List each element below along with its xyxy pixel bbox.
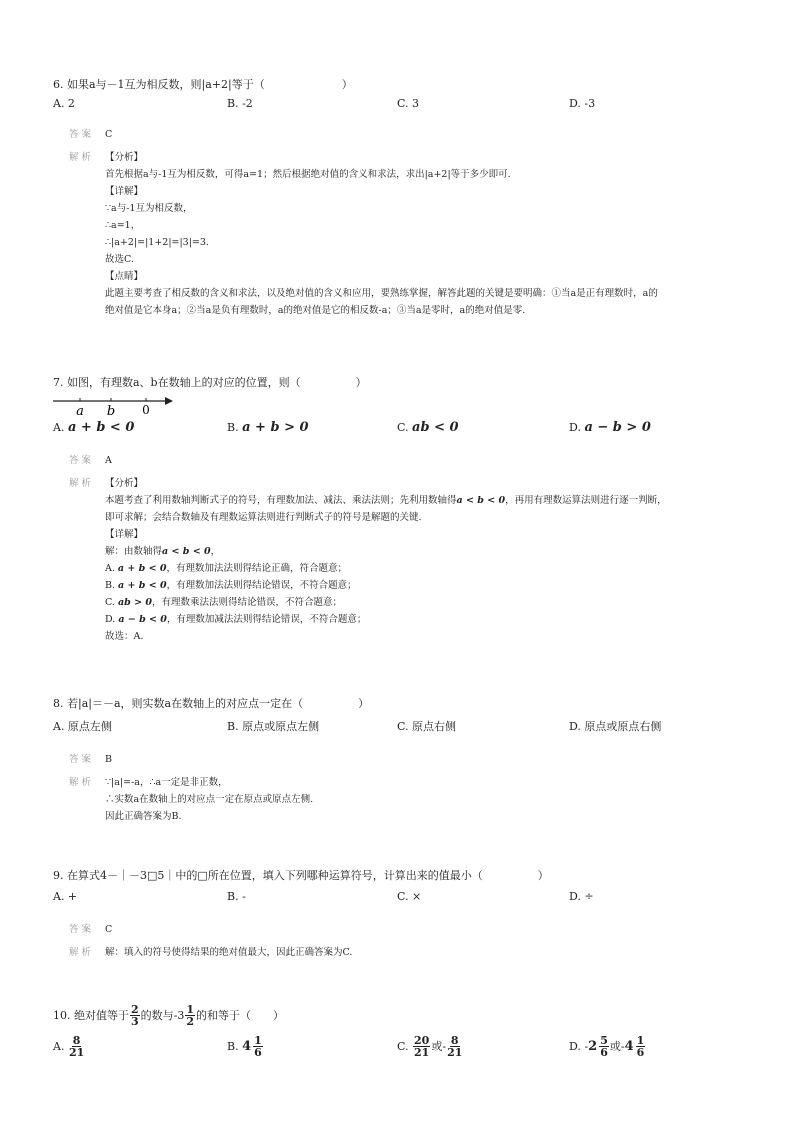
fraction: $\frac{2}{3}$ xyxy=(131,1002,139,1028)
number-line xyxy=(53,393,173,421)
option-d: D. a − b > 0 xyxy=(569,420,651,435)
analysis-line: 【点睛】 xyxy=(105,271,144,282)
mixed-number: 4 $\frac{1}{6}$ xyxy=(242,1033,262,1059)
answer-value: C xyxy=(105,129,113,140)
option-a: A. 2 xyxy=(53,97,75,110)
option-b: B. 4 $\frac{1}{6}$ xyxy=(227,1033,262,1059)
analysis-line: B. a + b < 0，有理数加法法则得结论错误，不符合题意； xyxy=(105,580,357,591)
question-stem: 8. 若|a|＝－a，则实数a在数轴上的对应点一定在（ ） xyxy=(53,697,370,710)
analysis-block xyxy=(69,774,743,825)
analysis-line: 即可求解；会结合数轴及有理数运算法则进行判断式子的符号是解题的关键. xyxy=(105,512,422,523)
analysis-line: 因此正确答案为B. xyxy=(105,811,182,822)
analysis-block xyxy=(69,475,743,645)
answer-row xyxy=(69,751,743,768)
option-c: C. × xyxy=(397,890,422,903)
analysis-body xyxy=(105,774,743,825)
analysis-line: 【分析】 xyxy=(105,152,144,163)
question-8 xyxy=(53,695,743,825)
answer-value: A xyxy=(105,455,112,466)
analysis-tag: 解析 xyxy=(69,152,95,163)
analysis-tag: 解析 xyxy=(69,947,95,958)
mixed-number: 4 $\frac{1}{6}$ xyxy=(624,1033,645,1059)
options-row xyxy=(53,94,743,114)
analysis-line: ∴实数a在数轴上的对应点一定在原点或原点左侧. xyxy=(105,794,314,805)
answer-row xyxy=(69,452,743,469)
analysis-line: ∴|a+2|=|1+2|=|3|=3. xyxy=(105,237,209,248)
analysis-body xyxy=(105,149,743,319)
arrow-right-icon xyxy=(165,397,173,405)
answer-value: C xyxy=(105,924,113,935)
analysis-line: 此题主要考查了相反数的含义和求法，以及绝对值的含义和应用，要熟练掌握，解答此题的关键是要明确：①当a是正有理数时，a的 xyxy=(105,288,658,299)
option-a: A. 原点左侧 xyxy=(53,720,112,733)
question-stem: 7. 如图，有理数a、b在数轴上的对应的位置，则（ ） xyxy=(53,376,367,389)
analysis-line: A. a + b < 0，有理数加法法则得结论正确，符合题意； xyxy=(105,563,347,574)
question-stem: 10. 绝对值等于 $\frac{2}{3}$ 的数与-3 $\frac{1}{2}$ 的和等于（ ） xyxy=(53,1002,285,1028)
option-b: B. -2 xyxy=(227,97,253,110)
option-a: A. + xyxy=(53,890,78,903)
options-row xyxy=(53,887,743,907)
option-d: D. -3 xyxy=(569,97,596,110)
question-10 xyxy=(53,1000,743,1062)
analysis-tag: 解析 xyxy=(69,478,95,489)
label-b: b xyxy=(106,404,116,419)
option-a: A. a + b < 0 xyxy=(53,420,135,435)
fraction: $\frac{1}{2}$ xyxy=(186,1002,195,1028)
option-c: C. 3 xyxy=(397,97,420,110)
question-stem: 6. 如果a与－1互为相反数，则|a+2|等于（ ） xyxy=(53,78,353,91)
mixed-number: 2 $\frac{5}{6}$ xyxy=(588,1033,608,1059)
analysis-line: ∴a=1， xyxy=(105,220,141,231)
analysis-line: 【详解】 xyxy=(105,529,144,540)
answer-tag: 答案 xyxy=(69,754,95,765)
analysis-line: 故选C. xyxy=(105,254,134,265)
option-d: D. 原点或原点右侧 xyxy=(569,720,662,733)
fraction: $\frac{8}{21}$ xyxy=(447,1033,463,1059)
label-zero: 0 xyxy=(142,403,150,417)
analysis-line: 【分析】 xyxy=(105,478,144,489)
option-b: B. a + b > 0 xyxy=(227,420,309,435)
option-d: D. - 2 $\frac{5}{6}$ 或- 4 $\frac{1}{6}$ xyxy=(569,1033,645,1059)
option-c: C. ab < 0 xyxy=(397,420,459,435)
options-row xyxy=(53,418,743,438)
answer-row xyxy=(69,126,743,143)
option-c: C. 原点右侧 xyxy=(397,720,457,733)
analysis-line: C. ab > 0，有理数乘法法则得结论错误，不符合题意； xyxy=(105,597,342,608)
question-9 xyxy=(53,867,743,961)
answer-row xyxy=(69,921,743,938)
option-a: A. $\frac{8}{21}$ xyxy=(53,1033,85,1059)
option-b: B. - xyxy=(227,890,246,903)
analysis-line: D. a − b < 0，有理数加减法法则得结论错误，不符合题意； xyxy=(105,614,367,625)
analysis-line: 【详解】 xyxy=(105,186,144,197)
answer-tag: 答案 xyxy=(69,924,95,935)
analysis-line: ∵a与-1互为相反数， xyxy=(105,203,193,214)
option-c: C. $\frac{20}{21}$ 或- $\frac{8}{21}$ xyxy=(397,1033,463,1059)
answer-tag: 答案 xyxy=(69,455,95,466)
analysis-line: ∵|a|=-a，∴a一定是非正数， xyxy=(105,777,228,788)
analysis-line: 绝对值是它本身a；②当a是负有理数时，a的绝对值是它的相反数-a；③当a是零时，a的绝对值是零. xyxy=(105,305,526,316)
fraction: $\frac{20}{21}$ xyxy=(414,1033,430,1059)
analysis-line: 解：填入的符号使得结果的绝对值最大，因此正确答案为C. xyxy=(105,947,353,958)
options-row xyxy=(53,1030,743,1062)
analysis-line: 本题考查了利用数轴判断式子的符号，有理数加法、减法、乘法法则；先利用数轴得a < b < 0，再用有理数运算法则进行逐一判断， xyxy=(105,495,667,506)
option-b: B. 原点或原点左侧 xyxy=(227,720,320,733)
question-7-options xyxy=(53,418,743,645)
label-a: a xyxy=(76,404,84,419)
analysis-block xyxy=(69,149,743,319)
answer-value: B xyxy=(105,754,112,765)
analysis-line: 故选：A. xyxy=(105,631,144,642)
question-stem: 9. 在算式4－｜－3□5｜中的□所在位置，填入下列哪种运算符号，计算出来的值最小（ ） xyxy=(53,869,549,882)
analysis-block xyxy=(69,944,743,961)
analysis-line: 首先根据a与-1互为相反数，可得a=1；然后根据绝对值的含义和求法，求出|a+2|等于多少即可. xyxy=(105,169,511,180)
analysis-tag: 解析 xyxy=(69,777,95,788)
question-6 xyxy=(53,76,743,319)
fraction: $\frac{8}{21}$ xyxy=(68,1033,85,1059)
options-row xyxy=(53,717,743,737)
analysis-body xyxy=(105,944,743,961)
analysis-line: 解：由数轴得a < b < 0， xyxy=(105,546,221,557)
answer-tag: 答案 xyxy=(69,129,95,140)
question-7 xyxy=(53,374,743,392)
analysis-body xyxy=(105,475,743,645)
option-d: D. ÷ xyxy=(569,890,594,903)
